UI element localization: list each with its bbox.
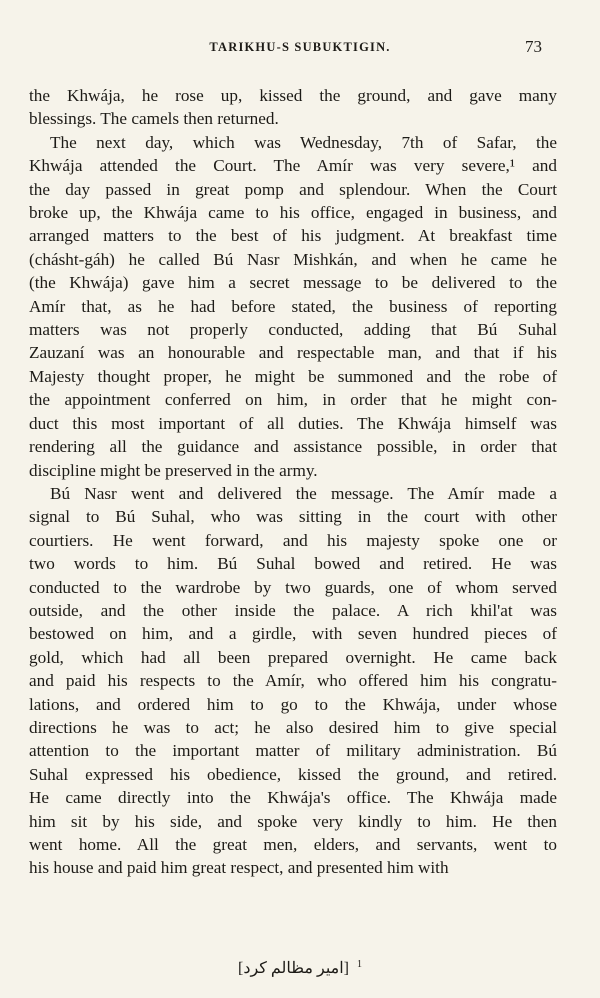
text-line: the Khwája, he rose up, kissed the ground, and gave many: [29, 86, 557, 105]
text-line: Suhal expressed his obedience, kissed the ground, and retired.: [29, 764, 557, 784]
text-line: courtiers. He went forward, and his majesty spoke one or: [29, 530, 557, 550]
running-title: TARIKHU-S SUBUKTIGIN.: [209, 40, 391, 54]
text-line: the day passed in great pomp and splendour. When the Court: [29, 179, 557, 199]
text-line: directions he was to act; he also desired him to give special: [29, 717, 557, 737]
text-line: The next day, which was Wednesday, 7th of Safar, the: [50, 132, 557, 152]
text-line: matters was not properly conducted, adding that Bú Suhal: [29, 320, 557, 340]
text-line: gold, which had all been prepared overnight. He came back: [29, 647, 557, 667]
text-line: him sit by his side, and spoke very kindly to him. He then: [29, 811, 557, 831]
page-number: 73: [525, 37, 542, 56]
text-line: two words to him. Bú Suhal bowed and retired. He was: [29, 554, 557, 574]
text-line: lations, and ordered him to go to the Khwája, under whose: [29, 694, 557, 714]
text-line: outside, and the other inside the palace. A rich khil'at was: [29, 600, 557, 620]
footnote-marker: 1: [357, 958, 362, 970]
text-line: Khwája attended the Court. The Amír was very severe,¹ and: [29, 156, 557, 176]
text-line: broke up, the Khwája came to his office, engaged in business, and: [29, 203, 557, 223]
footnote: [0, 958, 600, 978]
text-line: signal to Bú Suhal, who was sitting in the court with other: [29, 507, 557, 527]
text-line: Majesty thought proper, he might be summoned and the robe of: [29, 366, 557, 386]
text-line: bestowed on him, and a girdle, with seven hundred pieces of: [29, 624, 557, 644]
text-line: discipline might be preserved in the army.: [29, 460, 318, 480]
text-line: (chásht-gáh) he called Bú Nasr Mishkán, and when he came he: [29, 249, 557, 269]
text-line: Bú Nasr went and delivered the message. The Amír made a: [50, 483, 557, 503]
text-line: went home. All the great men, elders, and servants, went to: [29, 835, 557, 854]
text-line: arranged matters to the best of his judgment. At breakfast time: [29, 226, 557, 246]
text-line: Amír that, as he had before stated, the business of reporting: [29, 296, 557, 316]
text-line: He came directly into the Khwája's office. The Khwája made: [29, 788, 557, 808]
paragraph: [29, 131, 557, 482]
text-line: rendering all the guidance and assistance possible, in order that: [29, 437, 557, 457]
paragraph: [29, 482, 557, 880]
text-line: attention to the important matter of military administration. Bú: [29, 741, 557, 761]
text-line: duct this most important of all duties. The Khwája himself was: [29, 413, 557, 433]
text-line: the appointment conferred on him, in order that he might con-: [29, 390, 557, 410]
text-line: and paid his respects to the Amír, who offered him his congratu-: [29, 671, 557, 691]
text-line: his house and paid him great respect, and presented him with: [29, 858, 449, 878]
footnote-text: [امیر مظالم کرد]: [238, 960, 349, 977]
paragraph: [29, 84, 557, 131]
text-line: Zauzaní was an honourable and respectable man, and that if his: [29, 343, 557, 363]
running-head: [0, 37, 600, 64]
text-line: blessings. The camels then returned.: [29, 109, 279, 129]
text-line: (the Khwája) gave him a secret message to be delivered to the: [29, 273, 557, 293]
text-line: conducted to the wardrobe by two guards, one of whom served: [29, 577, 557, 597]
body-text: [29, 84, 557, 880]
